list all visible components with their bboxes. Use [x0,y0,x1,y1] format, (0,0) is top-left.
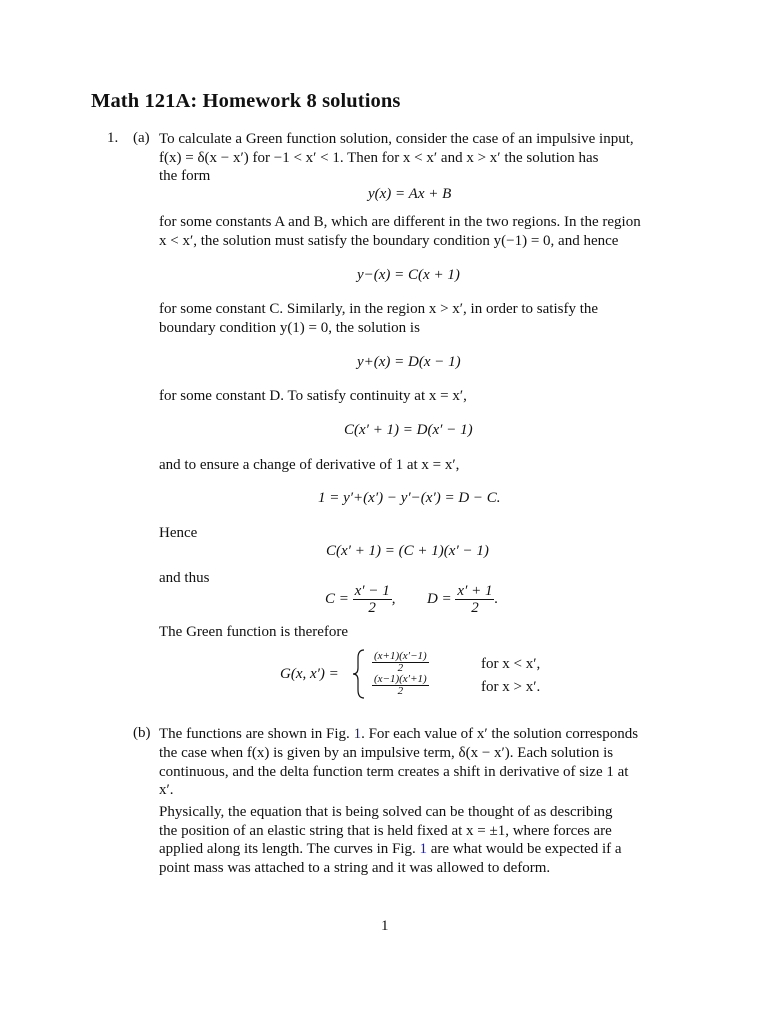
c-fraction [353,583,392,616]
para-a4: for some constant D. To satisfy continuity at x = x′, [159,388,467,404]
para-b2-line1: Physically, the equation that is being solved can be thought of as describing [159,804,613,820]
green-lhs: G(x, x′) = [280,666,339,682]
case1-condition: for x < x′, [481,656,541,672]
case2-condition: for x > x′. [481,679,541,695]
para-b2-line3: applied along its length. The curves in Fig. 1 are what would be expected if a [159,841,622,857]
page-title: Math 121A: Homework 8 solutions [91,90,401,112]
c-denominator: 2 [368,600,376,616]
d-denominator: 2 [471,600,479,616]
page-number: 1 [381,918,389,934]
c-lhs: C = [325,590,349,607]
figure-ref-link[interactable]: 1 [353,726,362,742]
case2-numerator: (x−1)(x′+1) [374,673,427,685]
green-case2 [372,673,429,696]
para-a3-line2: boundary condition y(1) = 0, the solution is [159,320,420,336]
para-a3-line1: for some constant C. Similarly, in the region x > x′, in order to satisfy the [159,301,599,317]
equation-1: y(x) = Ax + B [368,186,452,202]
para-a2-line1: for some constants A and B, which are different in the two regions. In the region [159,214,641,230]
equation-3: y+(x) = D(x − 1) [357,354,461,370]
equation-4: C(x′ + 1) = D(x′ − 1) [344,422,473,438]
d-fraction [455,583,494,616]
left-brace-icon [352,648,366,700]
c-numerator: x′ − 1 [354,583,390,599]
part-a-label: (a) [133,130,150,146]
d-lhs: D = [426,590,452,607]
para-a5: and to ensure a change of derivative of 1 at x = x′, [159,457,460,473]
para-b1-line2: the case when f(x) is given by an impulsive term, δ(x − x′). Each solution is [159,745,614,761]
problem-number: 1. [107,130,119,146]
green-intro: The Green function is therefore [159,624,349,640]
equation-5: 1 = y′+(x′) − y′−(x′) = D − C. [318,490,501,506]
para-a1-line2: f(x) = δ(x − x′) for −1 < x′ < 1. Then for x < x′ and x > x′ the solution has [159,150,599,166]
d-numerator: x′ + 1 [457,583,493,599]
equation-7: C = $\frac{x' - 1}{2}$ , D = $\frac{x' + 1}{2}$ . [325,583,499,616]
hence-label: Hence [159,525,198,541]
para-a1-line1: To calculate a Green function solution, consider the case of an impulsive input, [159,131,634,147]
para-a1-line3: the form [159,168,211,184]
equation-6: C(x′ + 1) = (C + 1)(x′ − 1) [326,543,489,559]
and-thus-label: and thus [159,570,210,586]
case1-numerator: (x+1)(x′−1) [374,650,427,662]
equation-2: y−(x) = C(x + 1) [357,267,460,283]
para-b2-line2: the position of an elastic string that is held fixed at x = ±1, where forces are [159,823,612,839]
para-b1-line3: continuous, and the delta function term creates a shift in derivative of size 1 at [159,764,629,780]
para-b1-line1: The functions are shown in Fig. 1. For each value of x′ the solution corresponds [159,726,639,742]
case2-denominator: 2 [397,685,404,697]
para-b1-line4: x′. [159,782,174,798]
case1-denominator: 2 [397,662,404,674]
figure-ref-link-2[interactable]: 1 [419,841,428,857]
part-b-label: (b) [133,725,151,741]
para-b2-line4: point mass was attached to a string and it was allowed to deform. [159,860,551,876]
green-case1 [372,650,429,673]
para-a2-line2: x < x′, the solution must satisfy the boundary condition y(−1) = 0, and hence [159,233,619,249]
